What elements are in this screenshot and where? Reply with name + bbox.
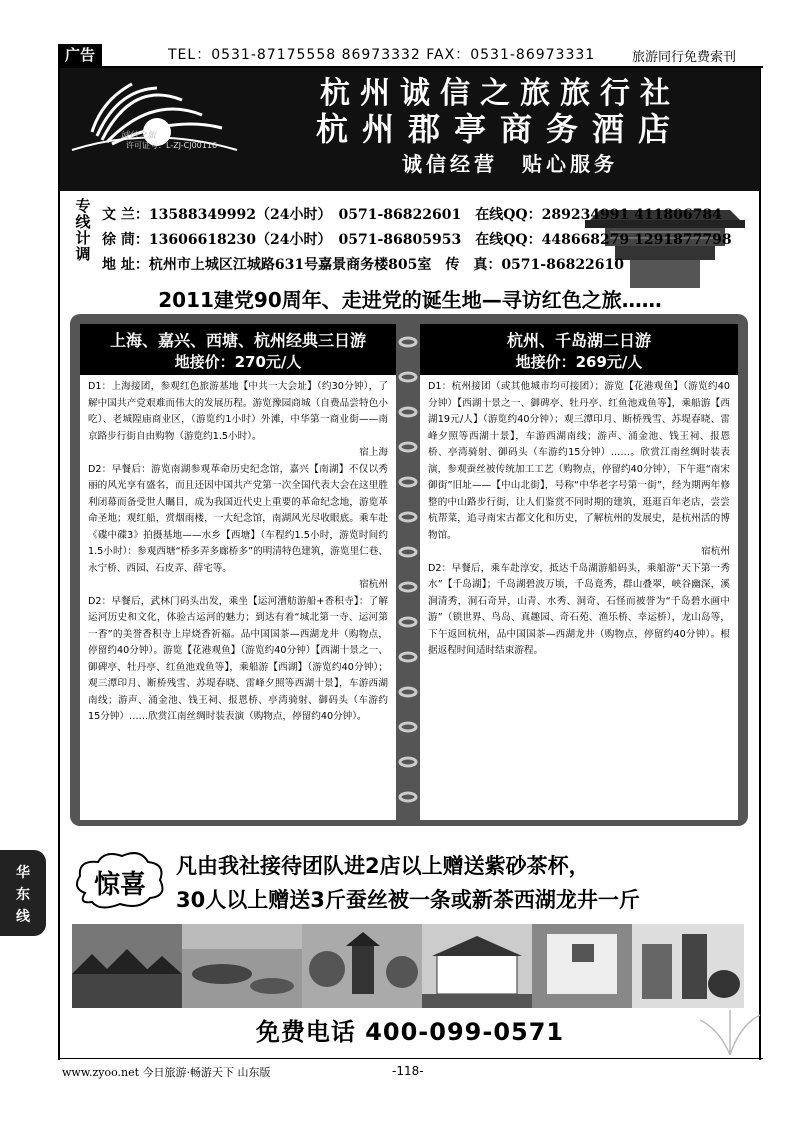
hotel-name: 杭州郡亭商务酒店 <box>315 110 684 148</box>
itinerary <box>420 375 738 660</box>
contact-row-address: 地 址：杭州市上城区江城路631号嘉景商务楼805室 传 真：0571-86822610 <box>102 257 625 273</box>
itinerary <box>80 375 396 726</box>
agency-name: 杭州诚信之旅旅行社 <box>320 76 680 111</box>
overnight-location: 宿杭州 <box>701 546 730 557</box>
contact-row-wen: 文 兰：13588349992（24小时） 0571-86822601 在线QQ：289234991 411806784 <box>102 207 722 223</box>
bottom-rule <box>58 1058 763 1059</box>
slogan: 诚信经营 贴心服务 <box>402 152 618 176</box>
tour-header <box>420 324 738 375</box>
vertical-label: 专线计调 <box>75 197 91 263</box>
lake-islands-photo <box>182 924 302 1008</box>
tour-title: 上海、嘉兴、西塘、杭州经典三日游 <box>109 331 366 350</box>
tel-fax: TEL：0531-87175558 86973332 FAX：0531-86973331 <box>168 47 596 63</box>
headline: 2011建党90周年、走进党的诞生地—寻访红色之旅…… <box>158 288 662 312</box>
region-tab-char: 东 <box>16 887 30 903</box>
footer-site: www.zyoo.net 今日旅游·畅游天下 山东版 <box>62 1066 271 1079</box>
contact-row-xu: 徐 茼：13606618230（24小时） 0571-86805953 在线QQ：448668279 1291877798 <box>102 232 732 248</box>
license-number: 许可证号：L-ZJ-CJ00116 <box>126 141 218 150</box>
ad-label: 广告 <box>58 44 102 66</box>
tour-title: 杭州、千岛湖二日游 <box>506 331 651 350</box>
itinerary-day: D2：早餐后，乘车赴淳安，抵达千岛湖游船码头，乘船游“天下第一秀水”【千岛湖】；千岛湖碧波万顷，千岛竟秀，群山叠翠，峡谷幽深，溪涧清秀，洞石奇异，山青、水秀、洞奇、石怪而被誉为“千岛碧水画中游”（锁世界、鸟岛、真趣园、奇石苑、渔乐桥、幸运桥），龙山岛等，下午返回杭州，品中国国茶—西湖龙井（购物点，停留约40分钟）。根据返程时间适时结束游程。 <box>428 562 730 656</box>
tour-header <box>80 324 396 375</box>
tea-gift-photo <box>632 924 744 1008</box>
region-tab-char: 华 <box>16 865 30 881</box>
surprise-badge: 惊喜 <box>93 870 146 900</box>
overnight-location: 宿杭州 <box>359 579 388 590</box>
itinerary-day: D2：早餐后：游览南湖参观革命历史纪念馆，嘉兴【南湖】不仅以秀丽的风光享有盛名，而且还因中国共产党第一次全国代表大会在这里胜利闭幕而备受世人瞩目，成为我国近代史上重要的革命纪念地，游览革命圣地；观红船，赏烟雨楼，一大纪念馆，南湖风光尽收眼底。乘车赴《碟中碟3》拍摄基地——水乡【西塘】（车程约1.5小时，游览时间约1.5小时）：参观西塘“桥多弄多廊桥多”的明清特色建筑，游览里仁巷、永宁桥、西园、石皮弄、薛宅等。 <box>88 463 388 574</box>
itinerary-day: D1：杭州接团（或其他城市均可接团）；游览【花港观鱼】（游览约40分钟）【西湖十景之一、御碑亭、牡丹亭、红鱼池戏鱼等】，乘船游【西湖19元/人】（游览约40分钟）；观三潭印月、断桥残雪、苏堤春晓、雷峰夕照等西湖十景】，车游西湖南线；游声、涌金池、钱王祠、报恩桥、亭湾骑射、御码头（车游约15分钟）……。欣赏江南丝绸时装表演，参观蚕丝被传统加工工艺（购物点，停留约40分钟），下午逛“南宋御街”旧址——【中山北街】，号称“中华老字号第一街”，经为期两年修整的中山路步行街，让人们鉴赏不同时期的建筑，逛逛百年老店，尝尝杭帮菜，追寻南宋古都文化和历史，了解杭州的发展史，是杭州活的博物馆。 <box>428 381 730 541</box>
spiral-binding-icon <box>398 322 418 822</box>
photo-strip <box>72 924 744 1008</box>
free-request: 旅游同行免费索刊 <box>632 50 737 65</box>
water-town-photo <box>72 924 182 1008</box>
promo-line-2: 30人以上赠送3斤蚕丝被一条或新茶西湖龙井一斤 <box>176 888 640 912</box>
tour-page-right <box>420 324 738 820</box>
tour-price: 地接价：269元/人 <box>515 353 643 371</box>
silk-quilt-photo <box>532 924 632 1008</box>
logo-caption: 诚信之旅 <box>120 131 157 141</box>
flower-decoration-icon <box>690 1000 770 1060</box>
free-hotline: 免费电话 400-099-0571 <box>255 1018 565 1046</box>
tour-page-left <box>80 324 396 820</box>
region-tab-char: 线 <box>16 909 30 925</box>
tour-price: 地接价：270元/人 <box>174 353 302 371</box>
garden-house-photo <box>422 924 532 1008</box>
overnight-location: 宿上海 <box>359 447 388 458</box>
itinerary-day: D2：早餐后，武林门码头出发，乘坐【运河漕舫游船+香积寺】：了解运河历史和文化，体验古运河的魅力；到达有着“城北第一寺、运河第一香”的美誉香积寺上岸烧香祈福。品中国国茶—西湖龙井（购物点，停留约40分钟）。游览【花港观鱼】（游览约40分钟）【西湖十景之一、御碑亭、牡丹亭、红鱼池戏鱼等】，乘船游【西湖】（游览约40分钟）；观三潭印月、断桥残雪、苏堤春晓、雷峰夕照等西湖十景】，车游西湖南线；游声、涌金池、钱王祠、报恩桥、亭湾骑射、御码头（车游约15分钟）……欣赏江南丝绸时装表演（购物点，停留约40分钟）。 <box>88 595 388 722</box>
region-tab <box>0 850 46 936</box>
promo-line-1: 凡由我社接待团队进2店以上赠送紫砂茶杯， <box>176 854 590 878</box>
pagoda-photo <box>302 924 422 1008</box>
itinerary-day: D1：上海接团，参观红色旅游基地【中共一大会址】（约30分钟），了解中国共产党艰难而伟大的发展历程。游览豫园商城（自费品尝特色小吃）、老城隍庙商业区，（游览约1小时）外滩，中华第一商业街——南京路步行街自由购物（游览约1.5小时）。 <box>88 381 388 442</box>
page-number: -118- <box>392 1064 424 1078</box>
